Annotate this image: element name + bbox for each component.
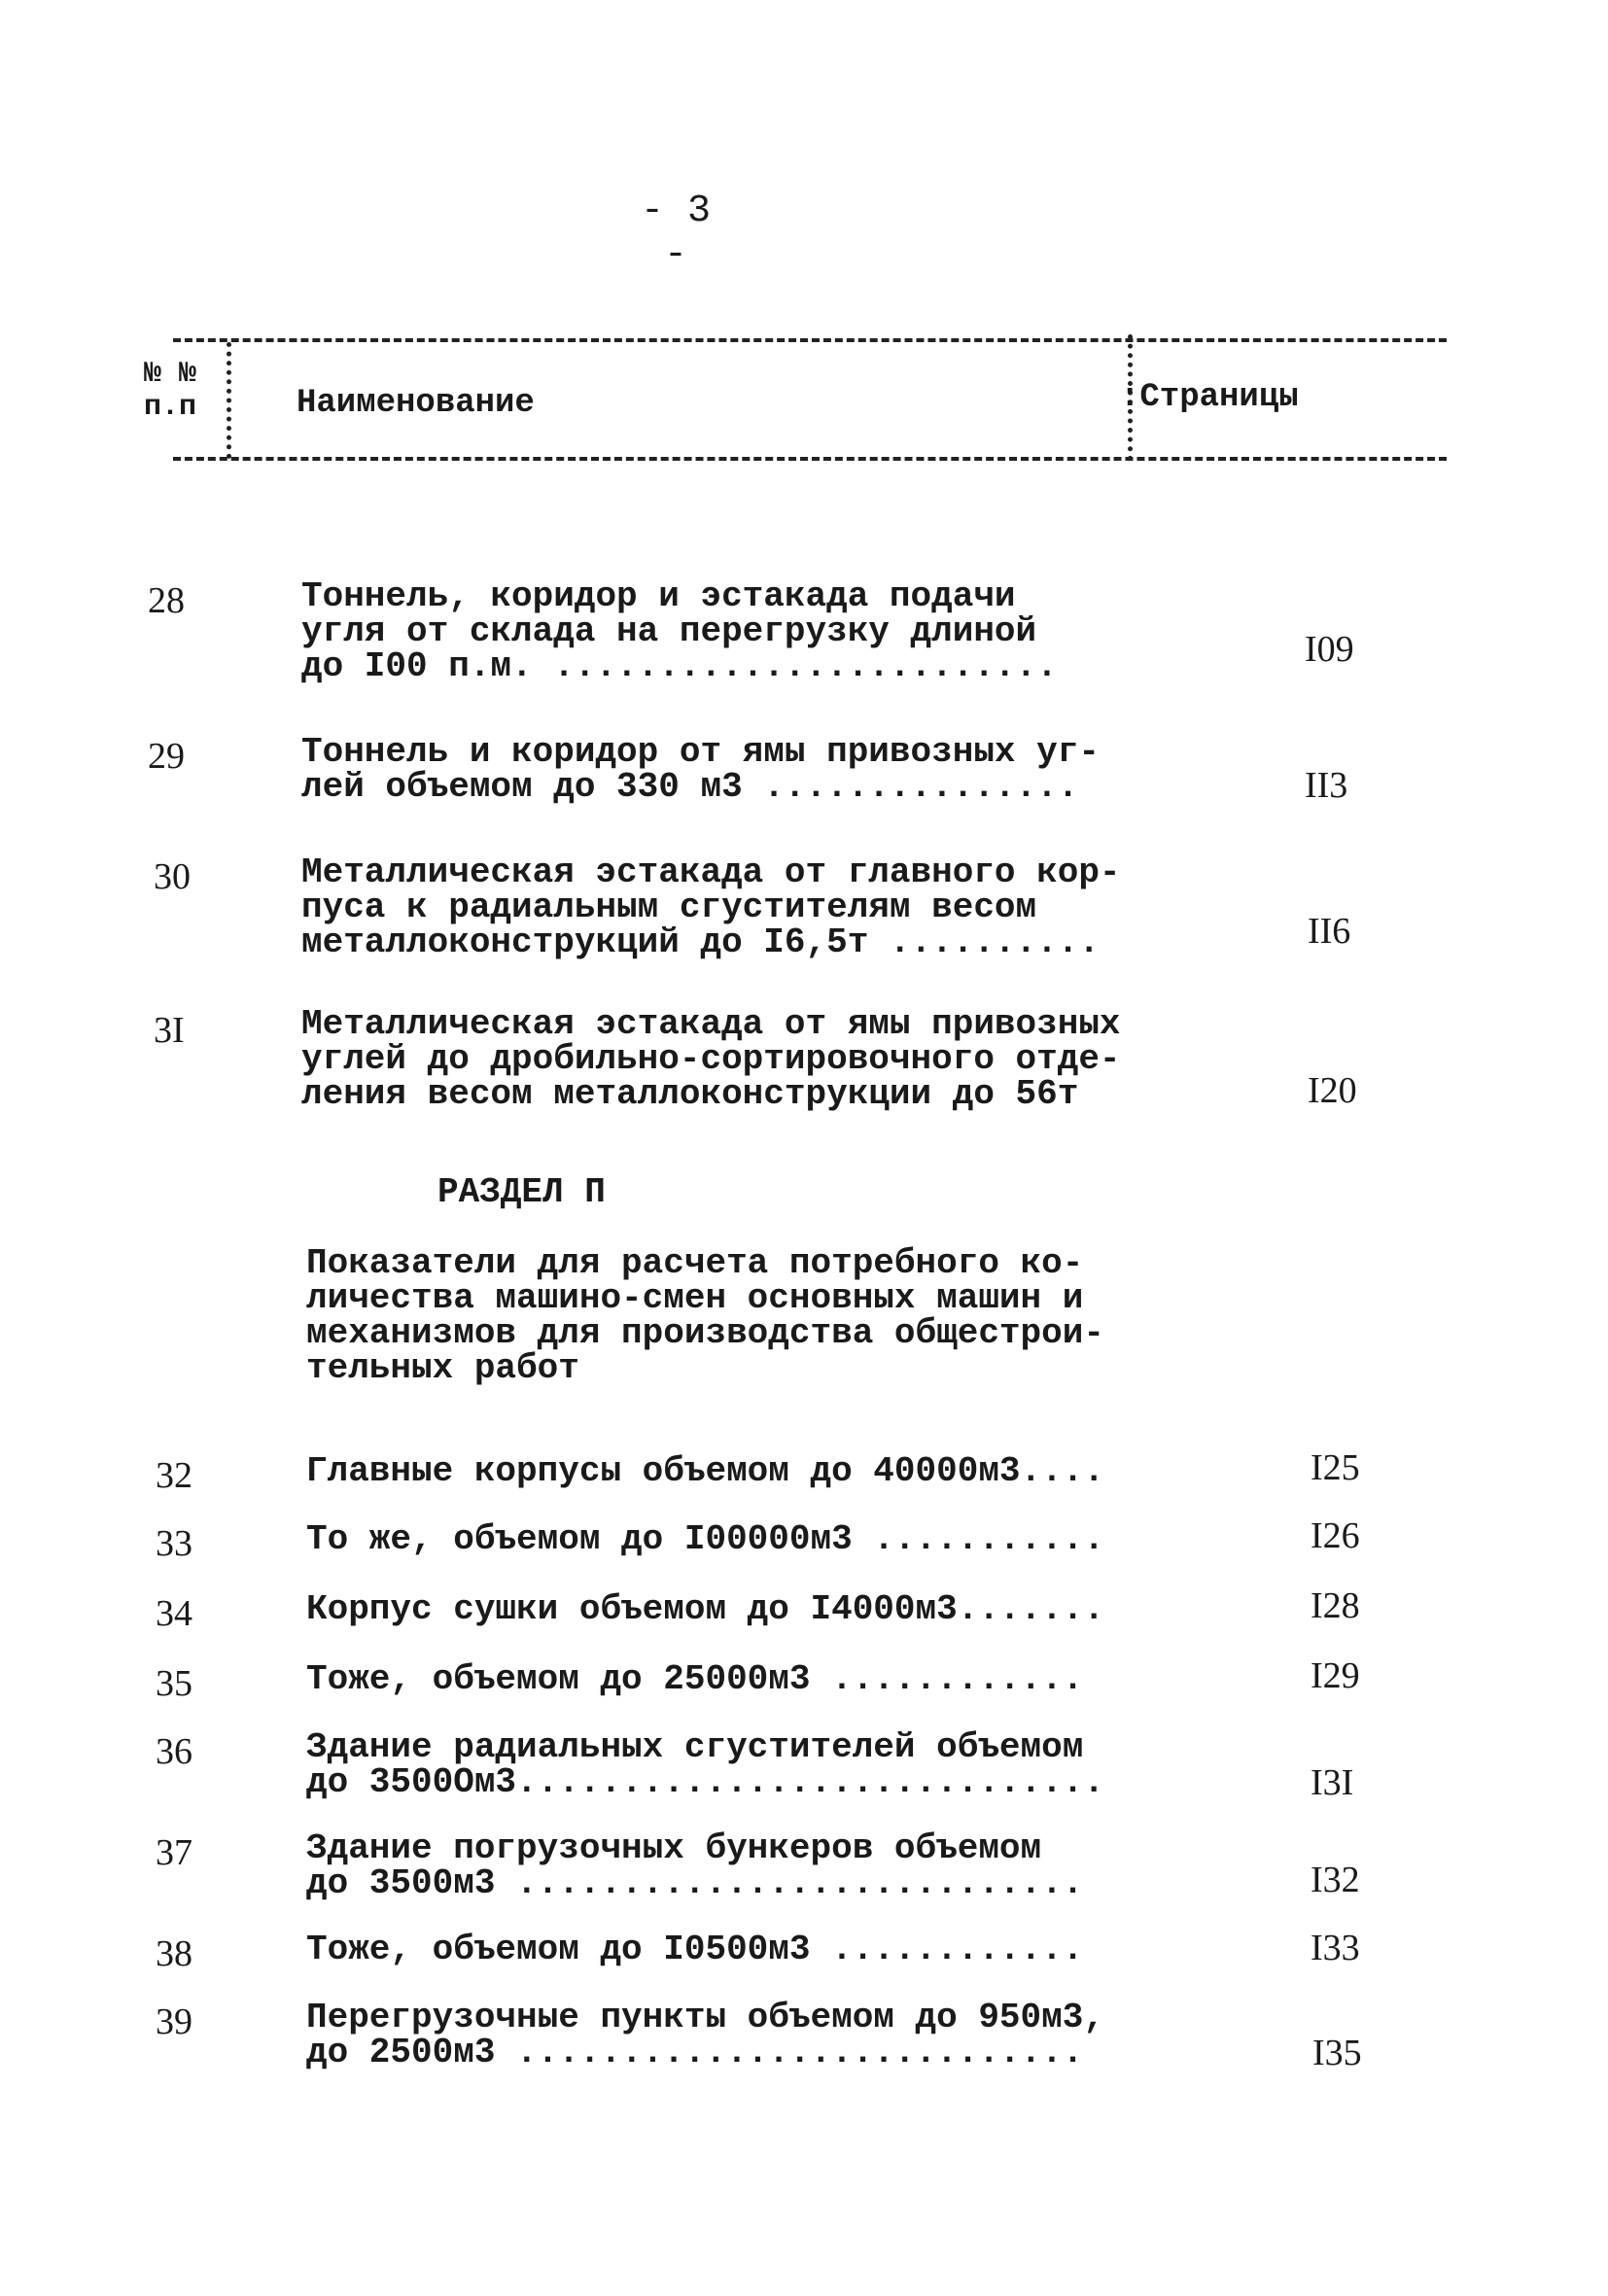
entry-page: I3I bbox=[1311, 1762, 1354, 1803]
entry-number: 36 bbox=[156, 1731, 192, 1772]
header-col-separator-1 bbox=[227, 342, 231, 459]
entry-number: 37 bbox=[156, 1832, 192, 1873]
entry-number: 38 bbox=[156, 1933, 192, 1974]
entry-title-line: Здание погрузочных бункеров объемом bbox=[306, 1828, 1042, 1868]
header-num-col-line2: п.п bbox=[144, 391, 197, 424]
entry-page: I32 bbox=[1311, 1860, 1360, 1900]
page-number: - 3 - bbox=[640, 190, 711, 277]
entry-number: 3I bbox=[154, 1010, 185, 1051]
entry-page: I29 bbox=[1311, 1655, 1360, 1696]
entry-page: I33 bbox=[1311, 1928, 1360, 1968]
entry-number: 30 bbox=[154, 856, 191, 897]
section-title: РАЗДЕЛ П bbox=[437, 1172, 606, 1212]
entry-title-line: Здание радиальных сгустителей объемом bbox=[306, 1727, 1084, 1767]
entry-title-line: Корпус сушки объемом до I4000м3....... bbox=[306, 1589, 1104, 1629]
entry-title-line: до 3500Ом3............................ bbox=[306, 1762, 1104, 1802]
entry-page: I09 bbox=[1305, 629, 1354, 670]
entry-number: 29 bbox=[148, 736, 185, 777]
entry-title-line: Главные корпусы объемом до 40000м3.... bbox=[306, 1451, 1104, 1491]
entry-title-line: Тоже, объемом до 25000м3 ............ bbox=[306, 1659, 1084, 1699]
entry-number: 33 bbox=[156, 1523, 192, 1564]
entry-number: 34 bbox=[156, 1593, 192, 1634]
entry-title-line: Тоннель, коридор и эстакада подачи bbox=[301, 576, 1016, 616]
entry-page: I28 bbox=[1311, 1585, 1360, 1626]
entry-title-line: Перегрузочные пункты объемом до 950м3, bbox=[306, 1998, 1104, 2037]
entry-number: 39 bbox=[156, 2001, 192, 2042]
entry-number: 28 bbox=[148, 580, 185, 621]
section-description-line: тельных работ bbox=[306, 1348, 579, 1388]
entry-title-line: Металлическая эстакада от ямы привозных bbox=[301, 1004, 1121, 1044]
entry-title-line: углей до дробильно-сортировочного отде- bbox=[301, 1039, 1121, 1079]
entry-title-line: угля от склада на перегрузку длиной bbox=[301, 611, 1037, 651]
entry-title-line: ления весом металлоконструкции до 56т bbox=[301, 1074, 1079, 1114]
section-description-line: личества машино-смен основных машин и bbox=[306, 1278, 1084, 1318]
entry-page: II6 bbox=[1308, 911, 1351, 952]
entry-number: 32 bbox=[156, 1455, 192, 1496]
entry-title-line: Тоже, объемом до I0500м3 ............ bbox=[306, 1930, 1084, 1969]
entry-title-line: То же, объемом до I00000м3 ........... bbox=[306, 1519, 1104, 1559]
entry-number: 35 bbox=[156, 1663, 192, 1704]
section-description-line: механизмов для производства общестрои- bbox=[306, 1313, 1104, 1353]
entry-title-line: пуса к радиальным сгустителям весом bbox=[301, 887, 1037, 927]
section-description-line: Показатели для расчета потребного ко- bbox=[306, 1243, 1084, 1283]
header-top-rule bbox=[173, 338, 1447, 342]
header-bottom-rule bbox=[173, 457, 1447, 461]
entry-page: I35 bbox=[1312, 2033, 1362, 2073]
entry-page: I25 bbox=[1311, 1447, 1360, 1488]
entry-page: I20 bbox=[1308, 1070, 1357, 1111]
entry-title-line: металлоконструкций до I6,5т .......... bbox=[301, 922, 1100, 962]
entry-page: II3 bbox=[1305, 765, 1348, 806]
entry-title-line: лей объемом до 330 м3 ............... bbox=[301, 767, 1079, 807]
entry-title-line: до I00 п.м. ........................ bbox=[301, 646, 1058, 686]
entry-title-line: до 2500м3 ........................... bbox=[306, 2033, 1084, 2072]
header-name-col: Наименование bbox=[297, 385, 535, 422]
entry-title-line: до 3500м3 ........................... bbox=[306, 1863, 1084, 1903]
entry-title-line: Металлическая эстакада от главного кор- bbox=[301, 852, 1121, 892]
header-pages-col: :Страницы bbox=[1120, 379, 1299, 416]
header-num-col-line1: № № bbox=[144, 358, 197, 391]
entry-page: I26 bbox=[1311, 1515, 1360, 1556]
entry-title-line: Тоннель и коридор от ямы привозных уг- bbox=[301, 732, 1100, 772]
